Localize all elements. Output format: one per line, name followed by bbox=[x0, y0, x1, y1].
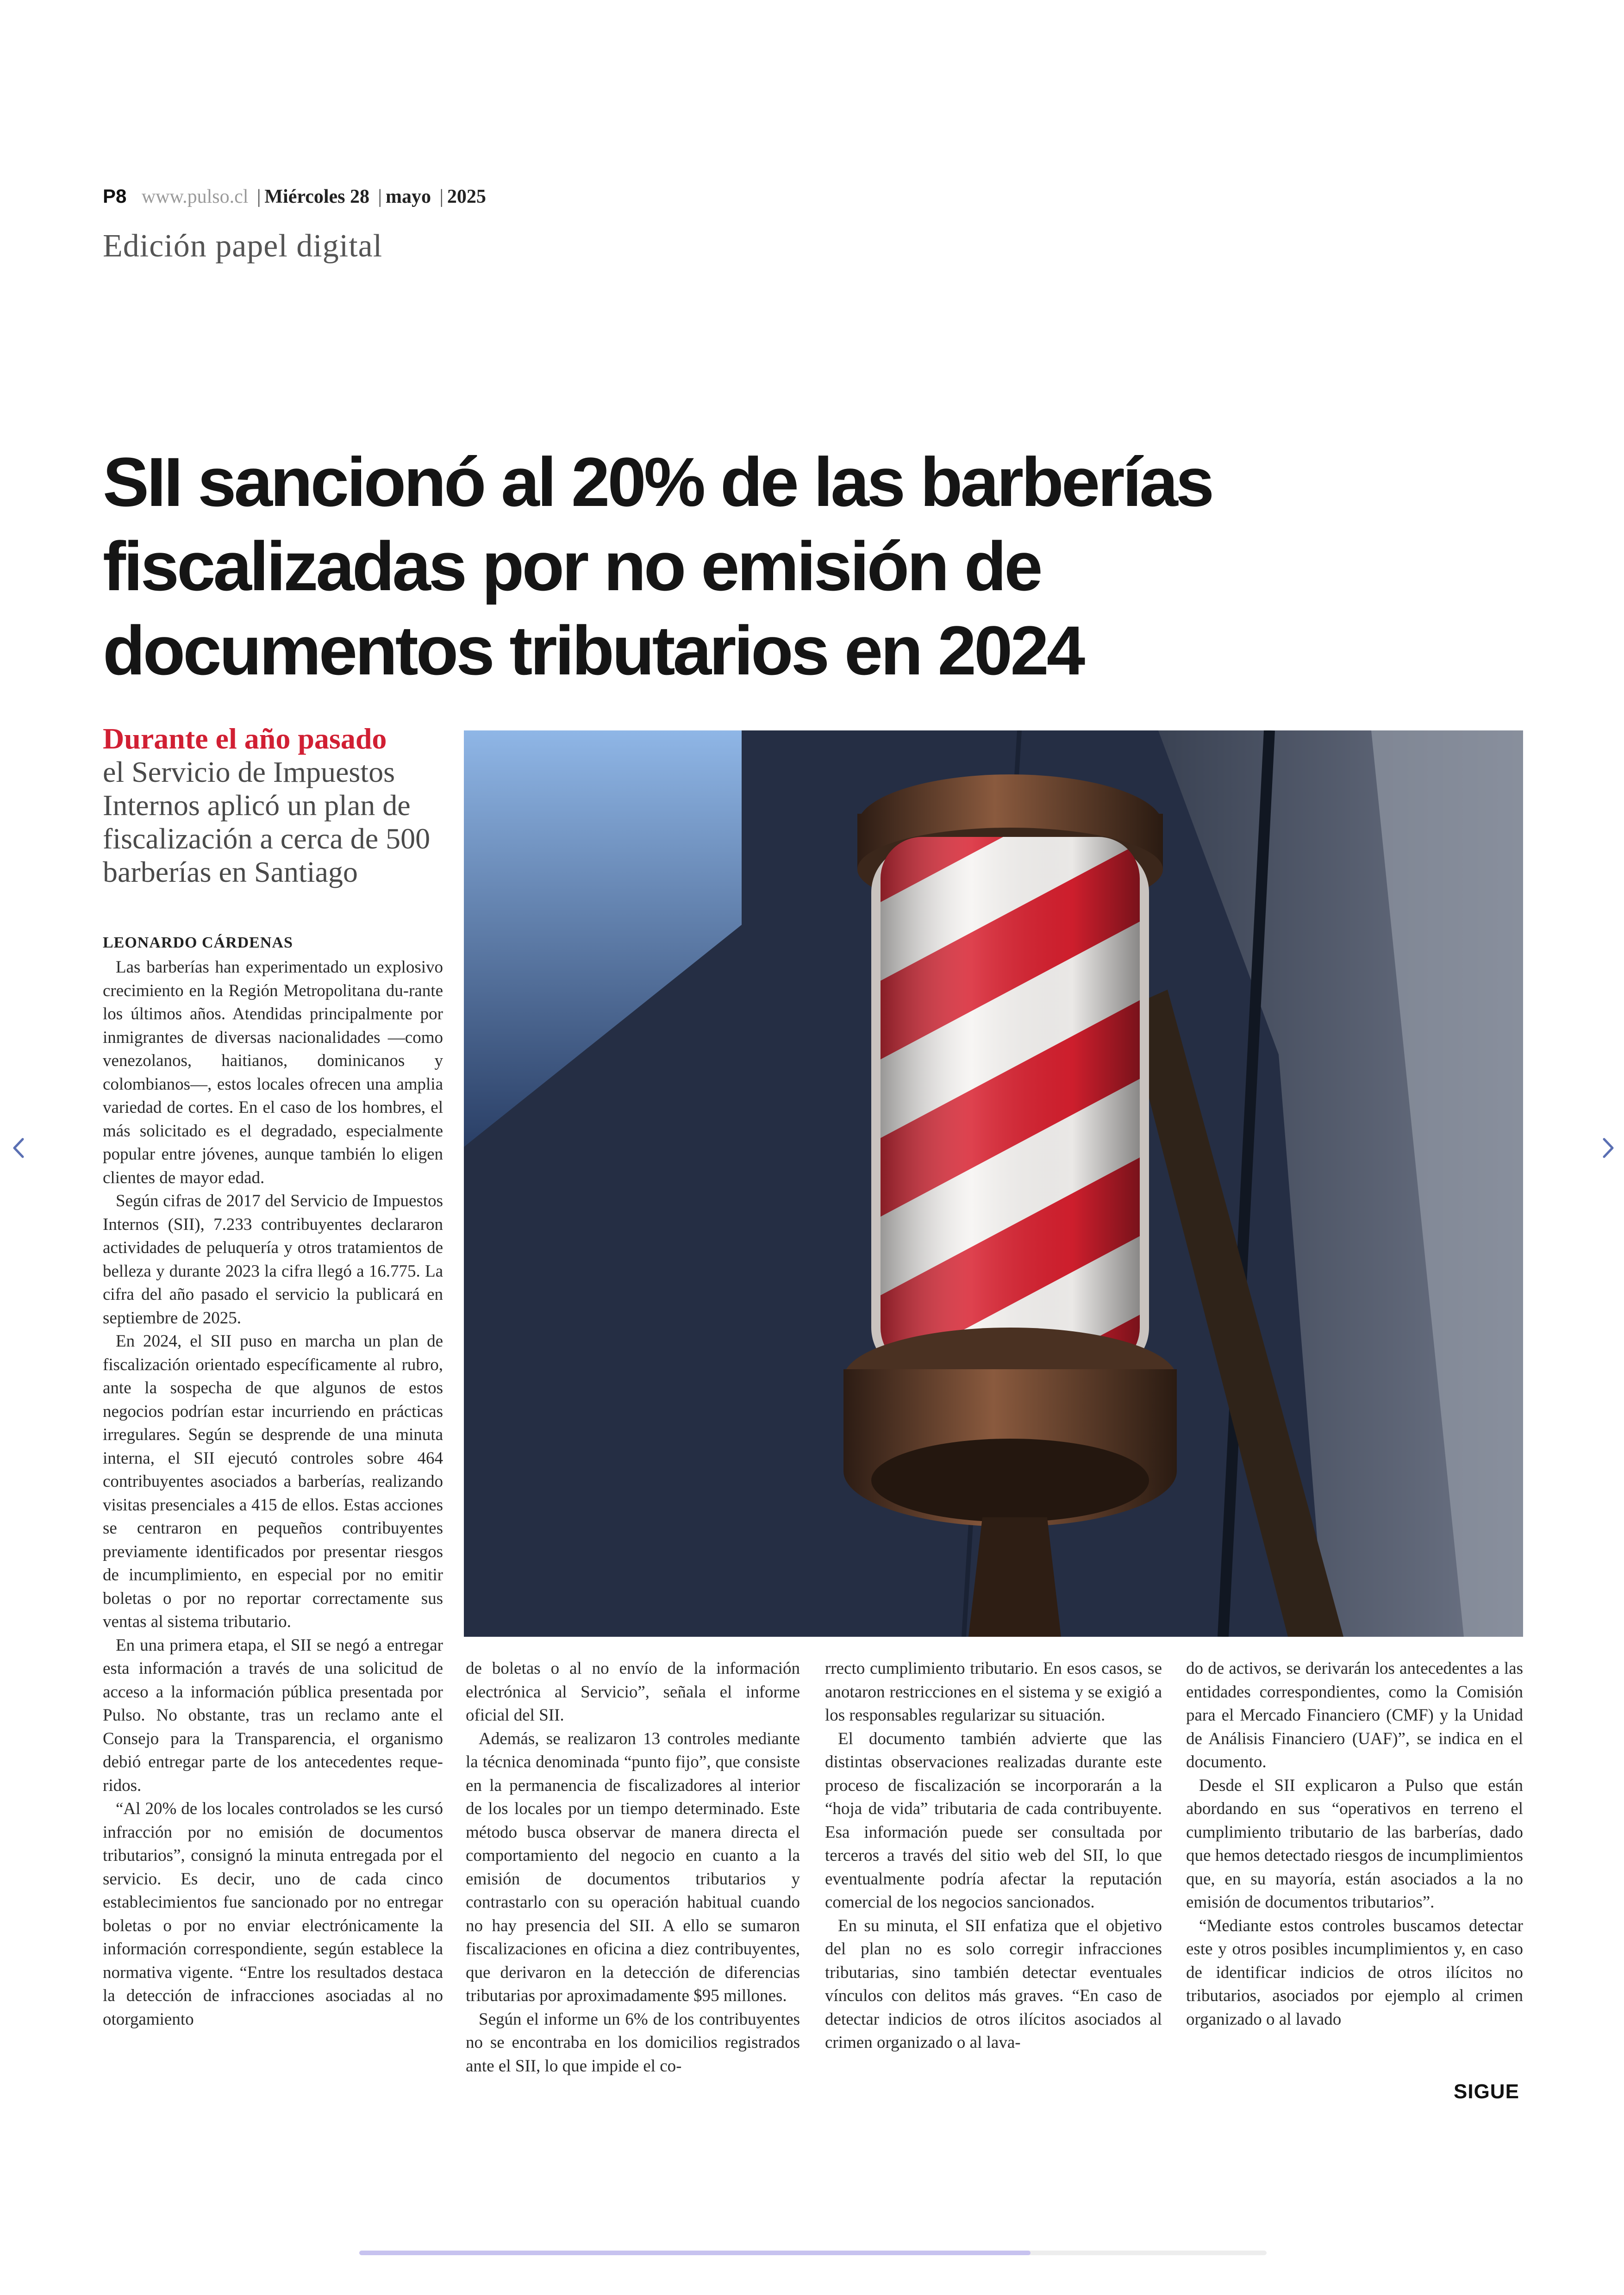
article-headline: SII sancionó al 20% de las barberías fiscalizadas por no emisión de documentos tributarios en 2024 bbox=[103, 443, 1212, 689]
deck-lead: Durante el año pasado bbox=[103, 722, 387, 755]
folio-line bbox=[103, 185, 486, 208]
paragraph: Además, se realizaron 13 controles mediante la técnica denominada “punto fijo”, que consiste en la permanencia de fiscalizadores al interior de los locales por un tiempo determinado. Este método busca observar de manera directa el comportamiento del negocio en cuanto a la emisión de documentos tributarios y contrastarlo con su operación habitual cuando no hay presencia del SII. A ello se sumaron fiscalizaciones en oficina a diez contribuyentes, que derivaron en la detección de diferencias tributarias por aproximadamente $95 millones. bbox=[466, 1729, 800, 2005]
folio-day: Miércoles 28 bbox=[264, 186, 370, 207]
site-url: www.pulso.cl bbox=[141, 186, 249, 207]
article-deck bbox=[103, 722, 455, 889]
page-prefix: P bbox=[103, 185, 116, 207]
deck-text: el Servicio de Impuestos Internos aplicó un plan de fiscalización a cerca de 500 barberías en Santiago bbox=[103, 755, 431, 888]
page-progress-fill bbox=[359, 2251, 1031, 2255]
paragraph: Según el informe un 6% de los contribuyentes no se encontraba en los domicilios registrados ante el SII, lo que impide el co- bbox=[466, 2009, 800, 2076]
barber-pole-icon bbox=[464, 730, 1523, 1637]
paragraph: En 2024, el SII puso en marcha un plan de fiscalización orientado específicamente al rubro, ante la sospecha de que algunos de estos negocios podrían estar incurriendo en prácticas irregulares. Según se desprende de una minuta interna, el SII ejecutó controles sobre 464 contribuyentes asociados a barberías, realizando visitas presenciales a 415 de ellos. Estas acciones se centraron en pequeños contribuyentes previamente identificados por presentar riesgos de incumplimiento, en especial por no emitir boletas o por no reportar correctamente sus ventas al sistema tributario. bbox=[103, 1332, 443, 1631]
paragraph: En una primera etapa, el SII se negó a entregar esta información a través de una solicitud de acceso a la información pública presentada por Pulso. No obstante, tras un reclamo ante el Consejo para la Transparencia, el organismo debió entregar parte de los antecedentes reque-ridos. bbox=[103, 1635, 443, 1795]
article-photo bbox=[464, 730, 1523, 1637]
folio-year: 2025 bbox=[447, 186, 486, 207]
paragraph: En su minuta, el SII enfatiza que el objetivo del plan no es solo corregir infracciones tributarias, sino también detectar eventuales vínculos con delitos más graves. “En caso de detectar indicios de otros ilícitos asociados al crimen organizado o al lava- bbox=[825, 1916, 1162, 2052]
byline: LEONARDO CÁRDENAS bbox=[103, 934, 293, 951]
folio-separator: | bbox=[378, 186, 382, 207]
article-column-3 bbox=[825, 1657, 1162, 2104]
paragraph: “Al 20% de los locales controlados se les cursó infracción por no emisión de documentos tributarios”, consignó la minuta entregada por el servicio. Es decir, uno de cada cinco establecimientos fue sancionado por no entregar boletas o por no enviar electrónicamente la información correspondiente, según establece la normativa vigente. “Entre los resultados destaca la detección de infracciones asociadas al no otorgamiento bbox=[103, 1799, 443, 2029]
paragraph: “Mediante estos controles buscamos detectar este y otros posibles incumplimientos y, en caso de identificar indicios de otros ilícitos no tributarios, asociados por ejemplo al crimen organizado o al lavado bbox=[1186, 1916, 1523, 2029]
article-column-2 bbox=[466, 1657, 800, 2104]
next-page-button[interactable] bbox=[1594, 1129, 1622, 1166]
folio-month: mayo bbox=[385, 186, 431, 207]
page-progress-bar[interactable] bbox=[359, 2251, 1267, 2255]
paragraph: de boletas o al no envío de la información electrónica al Servicio”, señala el informe oficial del SII. bbox=[466, 1659, 800, 1725]
paragraph: Las barberías han experimentado un explosivo crecimiento en la Región Metropolitana du-rante los últimos años. Atendidas principalmente por inmigrantes de diversas nacionalidades —como venezolanos, haitianos, dominicanos y colombianos—, estos locales ofrecen una amplia variedad de cortes. En el caso de los hombres, el más solicitado es el degradado, especialmente popular entre jóvenes, aunque también lo eligen clientes de mayor edad. bbox=[103, 958, 443, 1187]
paragraph: Según cifras de 2017 del Servicio de Impuestos Internos (SII), 7.233 contribuyentes declararon actividades de peluquería y otros tratamientos de belleza y durante 2023 la cifra llegó a 16.775. La cifra del año pasado el servicio la publicará en septiembre de 2025. bbox=[103, 1191, 443, 1328]
continued-label: SIGUE bbox=[1454, 2080, 1519, 2103]
page-number: 8 bbox=[116, 185, 127, 207]
chevron-left-icon bbox=[12, 1136, 25, 1160]
paragraph: El documento también advierte que las distintas observaciones realizadas durante este proceso de fiscalización se incorporarán a la “hoja de vida” tributaria de cada contribuyente. Esa información puede ser consultada por terceros a través del sitio web del SII, lo que eventualmente podría afectar la reputación comercial de los negocios sancionados. bbox=[825, 1729, 1162, 1912]
previous-page-button[interactable] bbox=[5, 1129, 32, 1166]
paragraph: Desde el SII explicaron a Pulso que están abordando en sus “operativos en terreno el cumplimiento tributario de las barberías, dado que hemos detectado riesgos de incumplimientos que, en su mayoría, están asociados a la no emisión de documentos tributarios”. bbox=[1186, 1776, 1523, 1912]
folio-separator: | bbox=[256, 186, 261, 207]
folio-separator: | bbox=[439, 186, 443, 207]
paragraph: rrecto cumplimiento tributario. En esos casos, se anotaron restricciones en el sistema y se exigió a los responsables regularizar su situación. bbox=[825, 1659, 1162, 1725]
chevron-right-icon bbox=[1601, 1136, 1615, 1160]
paragraph: do de activos, se derivarán los antecedentes a las entidades correspondientes, como la Comisión para el Mercado Financiero (CMF) y la Unidad de Análisis Financiero (UAF)”, se indica en el documento. bbox=[1186, 1659, 1523, 1771]
article-column-4 bbox=[1186, 1657, 1523, 2074]
edition-label: Edición papel digital bbox=[103, 228, 383, 264]
article-column-1 bbox=[103, 956, 443, 2104]
